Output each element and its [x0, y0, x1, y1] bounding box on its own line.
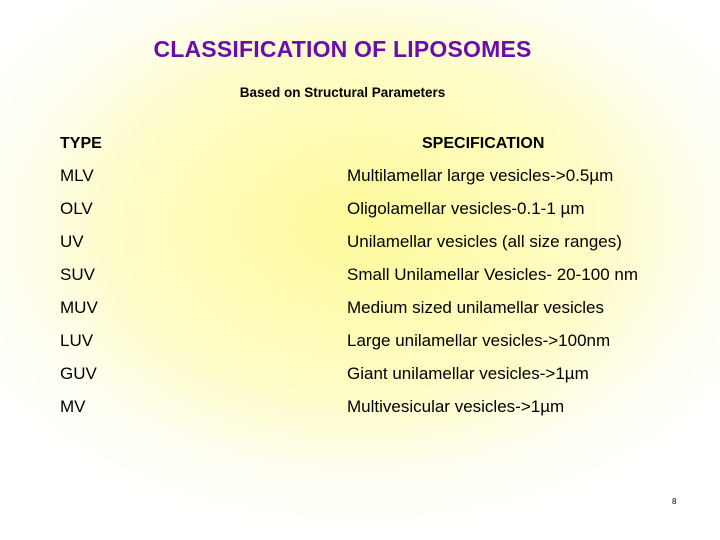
row-type: OLV — [60, 199, 93, 218]
row-type: UV — [60, 232, 84, 251]
row-specification: Large unilamellar vesicles->100nm — [347, 331, 611, 350]
row-specification: Oligolamellar vesicles-0.1-1 µm — [347, 199, 585, 218]
column-header-specification: SPECIFICATION — [422, 135, 545, 152]
slide-subtitle: Based on Structural Parameters — [239, 85, 446, 100]
table-row — [0, 298, 720, 331]
page-number: 8 — [672, 497, 677, 506]
row-specification: Giant unilamellar vesicles->1µm — [347, 364, 589, 383]
table-row — [0, 397, 720, 430]
table-row — [0, 199, 720, 232]
table-row — [0, 232, 720, 265]
row-type: MV — [60, 397, 86, 416]
row-type: MUV — [60, 298, 98, 317]
table-row — [0, 364, 720, 397]
slide-title: CLASSIFICATION OF LIPOSOMES — [153, 36, 532, 62]
row-type: MLV — [60, 166, 94, 185]
row-type: LUV — [60, 331, 94, 350]
row-specification: Multilamellar large vesicles->0.5µm — [347, 166, 614, 185]
row-specification: Small Unilamellar Vesicles- 20-100 nm — [347, 265, 639, 284]
table-row — [0, 166, 720, 199]
row-specification: Unilamellar vesicles (all size ranges) — [347, 232, 622, 251]
classification-table — [0, 166, 720, 430]
table-row — [0, 265, 720, 298]
row-type: SUV — [60, 265, 95, 284]
column-header-type: TYPE — [60, 135, 102, 152]
table-row — [0, 331, 720, 364]
row-type: GUV — [60, 364, 97, 383]
row-specification: Multivesicular vesicles->1µm — [347, 397, 565, 416]
row-specification: Medium sized unilamellar vesicles — [347, 298, 604, 317]
